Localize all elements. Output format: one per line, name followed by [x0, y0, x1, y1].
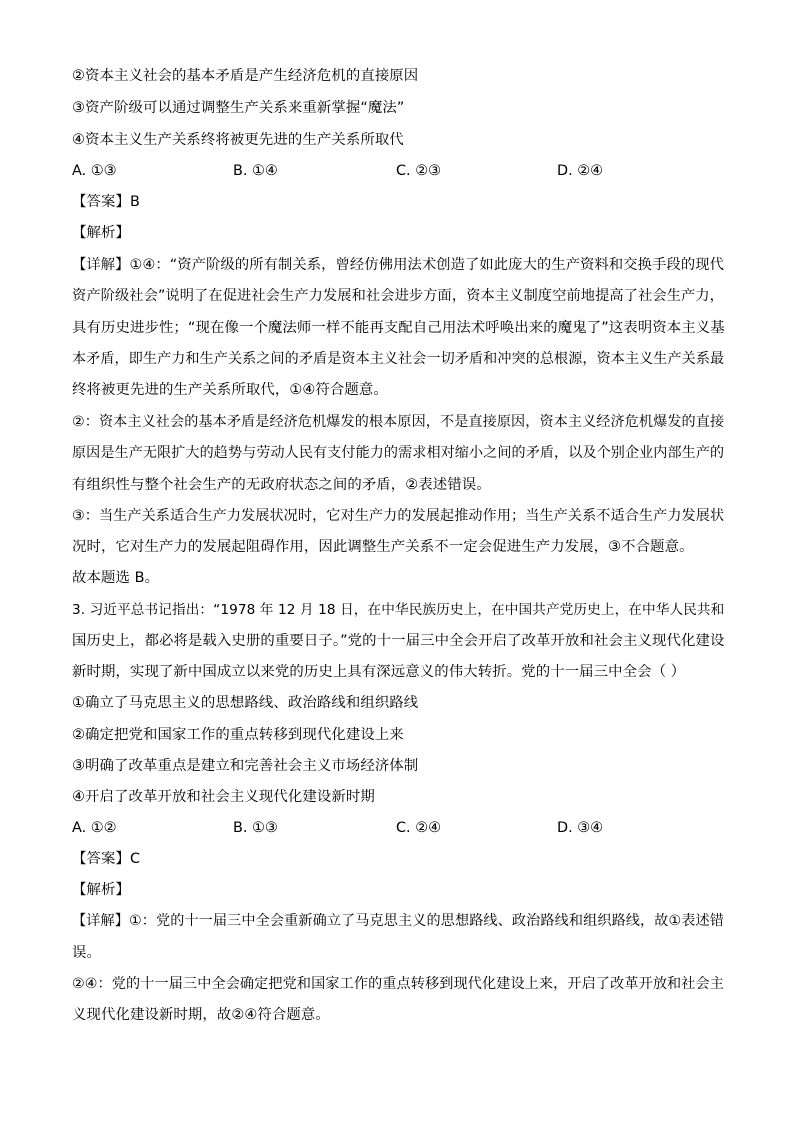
q2-statement-3: ③资产阶级可以通过调整生产关系来重新掌握“魔法”	[72, 100, 405, 116]
q2-conclusion: 故本题选 B。	[72, 570, 160, 586]
q2-detail-line: 终将被更先进的生产关系所取代，①④符合题意。	[72, 382, 388, 398]
q3-option-d: D. ③④	[557, 820, 604, 836]
q2-detail-line: ②：资本主义社会的基本矛盾是经济危机爆发的根本原因，不是直接原因，资本主义经济危机爆发的直接	[72, 414, 725, 430]
q2-detail-line: 具有历史进步性；“现在像一个魔法师一样不能再支配自己用法术呼唤出来的魔鬼了”这表明资本主义基	[72, 320, 725, 336]
q3-option-a: A. ①②	[72, 820, 117, 836]
q3-stem-line: 新时期，实现了新中国成立以来党的历史上具有深远意义的伟大转折。党的十一届三中全会（ ）	[72, 664, 686, 680]
q2-statement-2: ②资本主义社会的基本矛盾是产生经济危机的直接原因	[72, 68, 419, 84]
q3-option-b: B. ①③	[233, 820, 278, 836]
q2-option-a: A. ①③	[72, 163, 117, 179]
q2-analysis-label: 【解析】	[72, 225, 130, 241]
q2-option-c: C. ②③	[396, 163, 441, 179]
q3-detail-line: 误。	[72, 945, 101, 961]
q3-statement-4: ④开启了改革开放和社会主义现代化建设新时期	[72, 789, 375, 805]
q2-statement-4: ④资本主义生产关系终将被更先进的生产关系所取代	[72, 132, 404, 148]
q3-analysis-label: 【解析】	[72, 882, 130, 898]
q3-option-c: C. ②④	[396, 820, 441, 836]
q2-detail-line: 有组织性与整个社会生产的无政府状态之间的矛盾，②表述错误。	[72, 477, 491, 493]
q3-statement-2: ②确定把党和国家工作的重点转移到现代化建设上来	[72, 727, 404, 743]
q3-stem-line: 国历史上，都必将是载入史册的重要日子。”党的十一届三中全会开启了改革开放和社会主义现代化建设	[72, 633, 725, 649]
q3-statement-3: ③明确了改革重点是建立和完善社会主义市场经济体制	[72, 758, 419, 774]
q2-option-b: B. ①④	[233, 163, 278, 179]
q3-statement-1: ①确立了马克思主义的思想路线、政治路线和组织路线	[72, 695, 419, 711]
q3-detail-line: 【详解】①：党的十一届三中全会重新确立了马克思主义的思想路线、政治路线和组织路线，故①表述错	[72, 913, 724, 929]
q2-detail-line: 资产阶级社会”说明了在促进社会生产力发展和社会进步方面，资本主义制度空前地提高了社会生产力，	[72, 288, 724, 304]
q3-detail-line: 义现代化建设新时期，故②④符合题意。	[72, 1007, 330, 1023]
q2-detail-line: 况时，它对生产力的发展起阻碍作用，因此调整生产关系不一定会促进生产力发展，③不合题意。	[72, 539, 694, 555]
q3-detail-line: ②④：党的十一届三中全会确定把党和国家工作的重点转移到现代化建设上来，开启了改革开放和社会主	[72, 976, 724, 992]
q2-detail-line: 本矛盾，即生产力和生产关系之间的矛盾是资本主义社会一切矛盾和冲突的总根源，资本主义生产关系最	[72, 351, 725, 367]
q3-answer: 【答案】C	[72, 851, 141, 867]
q2-option-d: D. ②④	[557, 163, 604, 179]
q3-stem-line: 3. 习近平总书记指出：“1978 年 12 月 18 日，在中华民族历史上，在中国共产党历史上，在中华人民共和	[72, 602, 725, 618]
q2-answer: 【答案】B	[72, 194, 140, 210]
q2-detail-line: 原因是生产无限扩大的趋势与劳动人民有支付能力的需求相对缩小之间的矛盾，以及个别企业内部生产的	[72, 445, 725, 461]
q2-detail-line: 【详解】①④：“资产阶级的所有制关系，曾经仿佛用法术创造了如此庞大的生产资料和交换手段的现代	[72, 257, 724, 273]
q2-detail-line: ③：当生产关系适合生产力发展状况时，它对生产力的发展起推动作用；当生产关系不适合生产力发展状	[72, 508, 725, 524]
